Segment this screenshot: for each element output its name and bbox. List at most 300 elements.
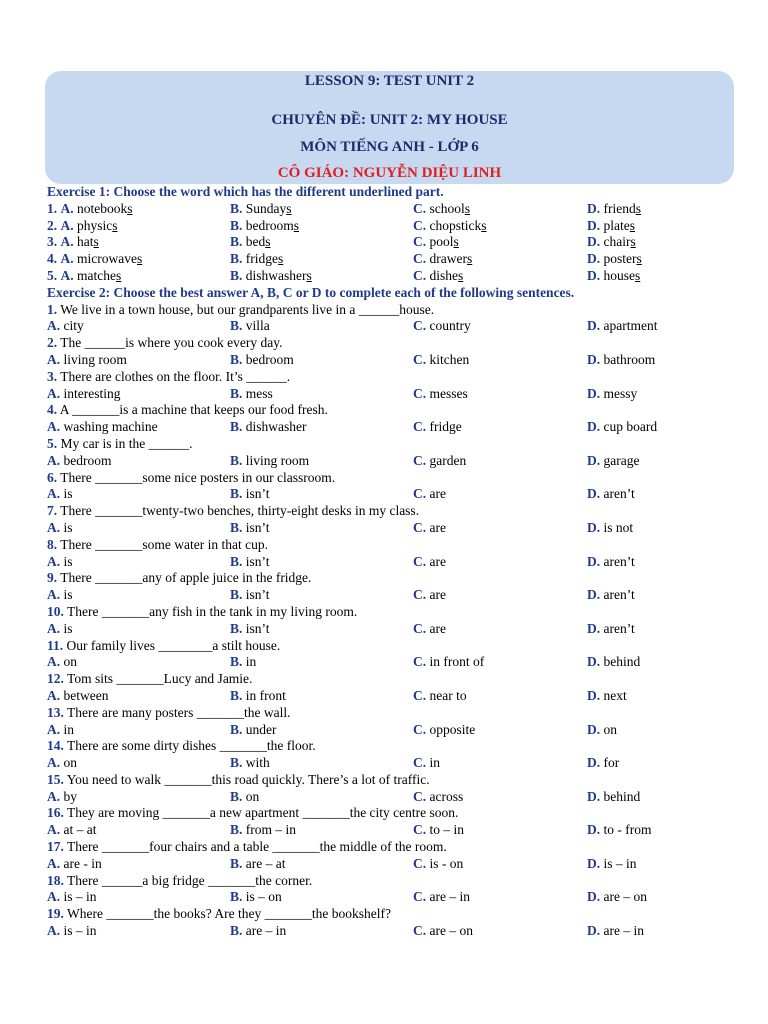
answer-option: [413, 822, 464, 839]
question-number: 14.: [47, 738, 64, 754]
option-text: aren’t: [603, 486, 635, 502]
answer-option: [47, 822, 97, 839]
option-text: garden: [429, 452, 467, 468]
underlined-part: s: [464, 200, 471, 216]
question-number: 3.: [47, 234, 58, 250]
option-text: isn’t: [245, 486, 270, 502]
option-letter: A.: [47, 721, 61, 737]
option: [47, 218, 118, 235]
question-text-row: [47, 906, 737, 923]
option-text: in front: [245, 687, 286, 703]
answer-option: [230, 352, 294, 369]
option-text: on: [63, 654, 77, 670]
option-letter: B.: [230, 654, 243, 670]
answer-row: [47, 923, 737, 940]
option-letter: C.: [413, 855, 427, 871]
option-letter: C.: [413, 385, 427, 401]
answer-option: [587, 352, 655, 369]
answer-option: [587, 856, 637, 873]
question-text: There ______a big fridge _______the corner.: [67, 872, 313, 888]
option-text: to – in: [429, 822, 465, 838]
option-text: villa: [245, 318, 270, 334]
question-text-row: [47, 604, 737, 621]
option-letter: B.: [230, 620, 243, 636]
answer-option: [230, 621, 270, 638]
option-text: bedroom: [63, 452, 112, 468]
question-number: 9.: [47, 570, 58, 586]
answer-option: [47, 688, 108, 705]
option-text: country: [429, 318, 471, 334]
option-letter: A.: [47, 419, 61, 435]
option-letter: C.: [413, 217, 427, 233]
option-word: house: [603, 267, 635, 283]
option-letter: B.: [230, 234, 243, 250]
answer-option: [47, 722, 74, 739]
answer-option: [47, 486, 73, 503]
option: [47, 234, 99, 251]
option-letter: A.: [47, 654, 61, 670]
answer-option: [587, 386, 637, 403]
exercise1-row: [47, 268, 737, 285]
option-text: washing machine: [63, 419, 158, 435]
exercise1-row: [47, 251, 737, 268]
option-text: next: [603, 687, 627, 703]
option-text: garage: [603, 452, 640, 468]
option-letter: C.: [413, 452, 427, 468]
option-text: for: [603, 755, 620, 771]
option-letter: B.: [230, 267, 243, 283]
option-text: is: [63, 519, 73, 535]
option-letter: C.: [413, 654, 427, 670]
answer-option: [587, 654, 640, 671]
option-letter: B.: [230, 200, 243, 216]
question-text-row: [47, 705, 737, 722]
option-word: bed: [245, 234, 266, 250]
option-letter: A.: [60, 200, 74, 216]
option-letter: D.: [587, 519, 601, 535]
option-letter: C.: [413, 553, 427, 569]
answer-option: [587, 889, 647, 906]
option-text: are: [429, 519, 446, 535]
option-text: in front of: [429, 654, 485, 670]
question-text: There _______four chairs and a table _______the middle of the room.: [67, 839, 447, 855]
answer-option: [230, 520, 270, 537]
option-letter: B.: [230, 217, 243, 233]
option-letter: A.: [47, 318, 61, 334]
option-text: in: [245, 654, 257, 670]
option: [230, 268, 312, 285]
answer-option: [413, 621, 446, 638]
question-text: There _______any of apple juice in the fridge.: [60, 570, 312, 586]
answer-option: [230, 856, 286, 873]
option-letter: A.: [47, 385, 61, 401]
option-letter: C.: [413, 620, 427, 636]
option-word: bedroom: [245, 217, 294, 233]
answer-row: [47, 621, 737, 638]
option-text: bathroom: [603, 351, 656, 367]
answer-row: [47, 654, 737, 671]
option-letter: C.: [413, 318, 427, 334]
question-text-row: [47, 335, 737, 352]
option-text: are – on: [603, 889, 647, 905]
answer-option: [230, 318, 270, 335]
option-letter: A.: [60, 217, 74, 233]
exercise1-row: [47, 201, 737, 218]
topic-title: CHUYÊN ĐỀ: UNIT 2: MY HOUSE: [271, 112, 508, 128]
option-letter: A.: [47, 923, 61, 939]
option-letter: C.: [413, 587, 427, 603]
answer-option: [587, 554, 635, 571]
option-text: are: [429, 553, 446, 569]
answer-option: [230, 722, 277, 739]
option-text: is: [63, 486, 73, 502]
option-letter: D.: [587, 251, 601, 267]
option-word: matche: [77, 267, 116, 283]
underlined-part: s: [265, 234, 271, 250]
answer-option: [47, 419, 158, 436]
answer-option: [47, 352, 127, 369]
option-letter: C.: [413, 755, 427, 771]
option-text: are: [429, 587, 446, 603]
option-letter: A.: [47, 587, 61, 603]
option-letter: D.: [587, 923, 601, 939]
answer-option: [587, 789, 640, 806]
option-word: drawer: [429, 251, 467, 267]
answer-row: [47, 453, 737, 470]
exercise2-questions: [47, 302, 737, 940]
option-word: poster: [603, 251, 637, 267]
worksheet-content: [47, 184, 737, 940]
answer-option: [47, 755, 77, 772]
answer-row: [47, 587, 737, 604]
question-number: 2.: [47, 335, 58, 351]
question-text: There _______any fish in the tank in my living room.: [67, 603, 358, 619]
option-word: school: [429, 200, 465, 216]
option-text: aren’t: [603, 620, 635, 636]
option-text: is – on: [245, 889, 282, 905]
answer-option: [47, 554, 73, 571]
question-text-row: [47, 839, 737, 856]
option-letter: C.: [413, 267, 427, 283]
option-text: messy: [603, 385, 638, 401]
answer-option: [413, 654, 484, 671]
option-letter: B.: [230, 923, 243, 939]
option-letter: C.: [413, 234, 427, 250]
option-letter: A.: [47, 855, 61, 871]
option-letter: B.: [230, 855, 243, 871]
option: [413, 268, 463, 285]
answer-option: [230, 889, 282, 906]
option-text: is – in: [603, 855, 637, 871]
option-word: notebook: [77, 200, 128, 216]
title-banner: [45, 71, 734, 184]
question-number: 1.: [47, 200, 58, 216]
answer-option: [47, 386, 121, 403]
option: [587, 234, 636, 251]
option-text: near to: [429, 687, 467, 703]
option-letter: D.: [587, 687, 601, 703]
option-letter: B.: [230, 452, 243, 468]
answer-row: [47, 318, 737, 335]
option-letter: B.: [230, 822, 243, 838]
option: [587, 251, 642, 268]
answer-option: [413, 520, 446, 537]
option-letter: B.: [230, 351, 243, 367]
answer-option: [587, 923, 644, 940]
answer-option: [230, 554, 270, 571]
option-text: on: [603, 721, 617, 737]
question-text: There are some dirty dishes _______the floor.: [67, 738, 316, 754]
underlined-part: s: [306, 267, 312, 283]
option-text: are – in: [603, 923, 644, 939]
option-letter: D.: [587, 620, 601, 636]
option-letter: D.: [587, 889, 601, 905]
option-letter: A.: [60, 234, 74, 250]
option-text: by: [63, 788, 77, 804]
option-text: are – at: [245, 855, 286, 871]
option-word: fridge: [245, 251, 278, 267]
answer-option: [587, 822, 652, 839]
option-text: is: [63, 553, 73, 569]
exercise1-row: [47, 234, 737, 251]
option-letter: C.: [413, 519, 427, 535]
option-text: is – in: [63, 923, 97, 939]
underlined-part: s: [93, 234, 99, 250]
answer-option: [413, 889, 470, 906]
answer-row: [47, 352, 737, 369]
option-letter: D.: [587, 855, 601, 871]
question-text: The ______is where you cook every day.: [60, 335, 283, 351]
question-number: 15.: [47, 771, 64, 787]
option-letter: C.: [413, 419, 427, 435]
option: [230, 201, 292, 218]
option-letter: B.: [230, 519, 243, 535]
option-letter: B.: [230, 755, 243, 771]
exercise1-title: Exercise 1: Choose the word which has the different underlined part.: [47, 184, 444, 199]
question-number: 4.: [47, 251, 58, 267]
option-word: dishe: [429, 267, 458, 283]
option-letter: B.: [230, 889, 243, 905]
option-letter: B.: [230, 687, 243, 703]
question-text: Our family lives ________a stilt house.: [66, 637, 281, 653]
answer-option: [413, 554, 446, 571]
option: [47, 251, 142, 268]
option: [47, 201, 133, 218]
question-text-row: [47, 369, 737, 386]
option-letter: D.: [587, 200, 601, 216]
answer-option: [47, 789, 77, 806]
answer-option: [587, 453, 639, 470]
answer-option: [230, 419, 307, 436]
answer-option: [413, 318, 471, 335]
option-letter: A.: [47, 889, 61, 905]
option-letter: A.: [60, 267, 74, 283]
option-text: bedroom: [245, 351, 294, 367]
option-text: are – on: [429, 923, 473, 939]
option-word: hat: [77, 234, 94, 250]
question-number: 13.: [47, 704, 64, 720]
option-word: friend: [603, 200, 636, 216]
option-letter: D.: [587, 385, 601, 401]
answer-row: [47, 419, 737, 436]
answer-option: [413, 722, 475, 739]
option-text: behind: [603, 654, 641, 670]
answer-row: [47, 789, 737, 806]
option-letter: C.: [413, 486, 427, 502]
question-text: There are many posters _______the wall.: [67, 704, 291, 720]
lesson-title: LESSON 9: TEST UNIT 2: [304, 73, 475, 89]
option-letter: A.: [47, 620, 61, 636]
option-text: to - from: [603, 822, 652, 838]
option-text: fridge: [429, 419, 462, 435]
answer-option: [587, 688, 627, 705]
answer-option: [47, 318, 84, 335]
question-text: You need to walk _______this road quickly. There’s a lot of traffic.: [66, 771, 430, 787]
option: [413, 218, 487, 235]
answer-option: [587, 520, 633, 537]
underlined-part: s: [286, 200, 292, 216]
question-text: We live in a town house, but our grandparents live in a ______house.: [60, 301, 435, 317]
answer-option: [413, 856, 463, 873]
answer-option: [47, 520, 73, 537]
underlined-part: s: [115, 267, 122, 283]
underlined-part: s: [466, 251, 473, 267]
option-text: isn’t: [245, 519, 270, 535]
question-number: 12.: [47, 671, 64, 687]
option-text: across: [429, 788, 464, 804]
option-word: chopstick: [429, 217, 482, 233]
answer-option: [587, 755, 619, 772]
option: [47, 268, 121, 285]
question-text-row: [47, 638, 737, 655]
option-text: living room: [63, 351, 127, 367]
option-letter: A.: [47, 519, 61, 535]
option-word: microwave: [77, 251, 137, 267]
question-number: 6.: [47, 469, 58, 485]
answer-option: [230, 453, 309, 470]
question-text: There _______twenty-two benches, thirty-eight desks in my class.: [60, 503, 420, 519]
option: [230, 218, 299, 235]
underlined-part: s: [481, 217, 487, 233]
answer-option: [230, 486, 270, 503]
option-word: dishwasher: [245, 267, 307, 283]
option-text: is: [63, 587, 73, 603]
option-text: is - on: [429, 855, 464, 871]
option-letter: B.: [230, 486, 243, 502]
answer-row: [47, 688, 737, 705]
option-text: behind: [603, 788, 641, 804]
question-text: There are clothes on the floor. It’s ______.: [60, 368, 291, 384]
answer-option: [587, 486, 635, 503]
answer-option: [587, 722, 617, 739]
answer-row: [47, 554, 737, 571]
underlined-part: s: [127, 200, 133, 216]
option-letter: B.: [230, 721, 243, 737]
option-letter: C.: [413, 923, 427, 939]
question-number: 11.: [47, 637, 64, 653]
question-text-row: [47, 402, 737, 419]
option-letter: B.: [230, 251, 243, 267]
option-text: are - in: [63, 855, 102, 871]
answer-option: [413, 453, 466, 470]
option-word: plate: [603, 217, 630, 233]
question-number: 10.: [47, 603, 64, 619]
option-letter: D.: [587, 654, 601, 670]
option-letter: C.: [413, 251, 427, 267]
option-letter: D.: [587, 217, 601, 233]
answer-option: [413, 587, 446, 604]
question-text-row: [47, 470, 737, 487]
option-word: Sunday: [245, 200, 287, 216]
option-text: is: [63, 620, 73, 636]
answer-option: [587, 587, 635, 604]
option-text: isn’t: [245, 587, 270, 603]
underlined-part: s: [293, 217, 300, 233]
answer-option: [47, 856, 102, 873]
underlined-part: s: [278, 251, 284, 267]
option-text: isn’t: [245, 620, 270, 636]
question-text: There _______some water in that cup.: [60, 536, 268, 552]
answer-row: [47, 722, 737, 739]
option-text: with: [245, 755, 270, 771]
answer-option: [230, 755, 270, 772]
question-number: 19.: [47, 906, 64, 922]
answer-option: [47, 587, 73, 604]
answer-option: [230, 587, 270, 604]
teacher-name: CÔ GIÁO: NGUYỄN DIỆU LINH: [277, 165, 502, 181]
option-letter: A.: [47, 351, 61, 367]
underlined-part: s: [629, 217, 636, 233]
question-number: 7.: [47, 503, 58, 519]
answer-option: [413, 923, 473, 940]
option-text: cup board: [603, 419, 658, 435]
option-letter: D.: [587, 755, 601, 771]
option-text: are – in: [429, 889, 470, 905]
option-letter: D.: [587, 452, 601, 468]
option-letter: C.: [413, 200, 427, 216]
answer-row: [47, 856, 737, 873]
question-text-row: [47, 503, 737, 520]
option-letter: D.: [587, 351, 601, 367]
question-text-row: [47, 805, 737, 822]
question-text-row: [47, 671, 737, 688]
option: [587, 201, 641, 218]
option: [587, 218, 635, 235]
option-word: pool: [429, 234, 454, 250]
question-text-row: [47, 873, 737, 890]
option-letter: D.: [587, 234, 601, 250]
answer-option: [230, 654, 256, 671]
option-letter: C.: [413, 822, 427, 838]
option-text: on: [63, 755, 77, 771]
option-text: isn’t: [245, 553, 270, 569]
answer-option: [587, 621, 635, 638]
answer-option: [230, 822, 296, 839]
answer-option: [587, 318, 657, 335]
option-letter: A.: [47, 687, 61, 703]
option-text: living room: [245, 452, 310, 468]
option-letter: D.: [587, 788, 601, 804]
option-text: apartment: [603, 318, 658, 334]
option: [413, 251, 472, 268]
question-text-row: [47, 570, 737, 587]
option-text: from – in: [245, 822, 297, 838]
option-letter: B.: [230, 385, 243, 401]
answer-option: [47, 923, 97, 940]
option-letter: C.: [413, 351, 427, 367]
option: [413, 201, 470, 218]
option-word: physic: [77, 217, 113, 233]
